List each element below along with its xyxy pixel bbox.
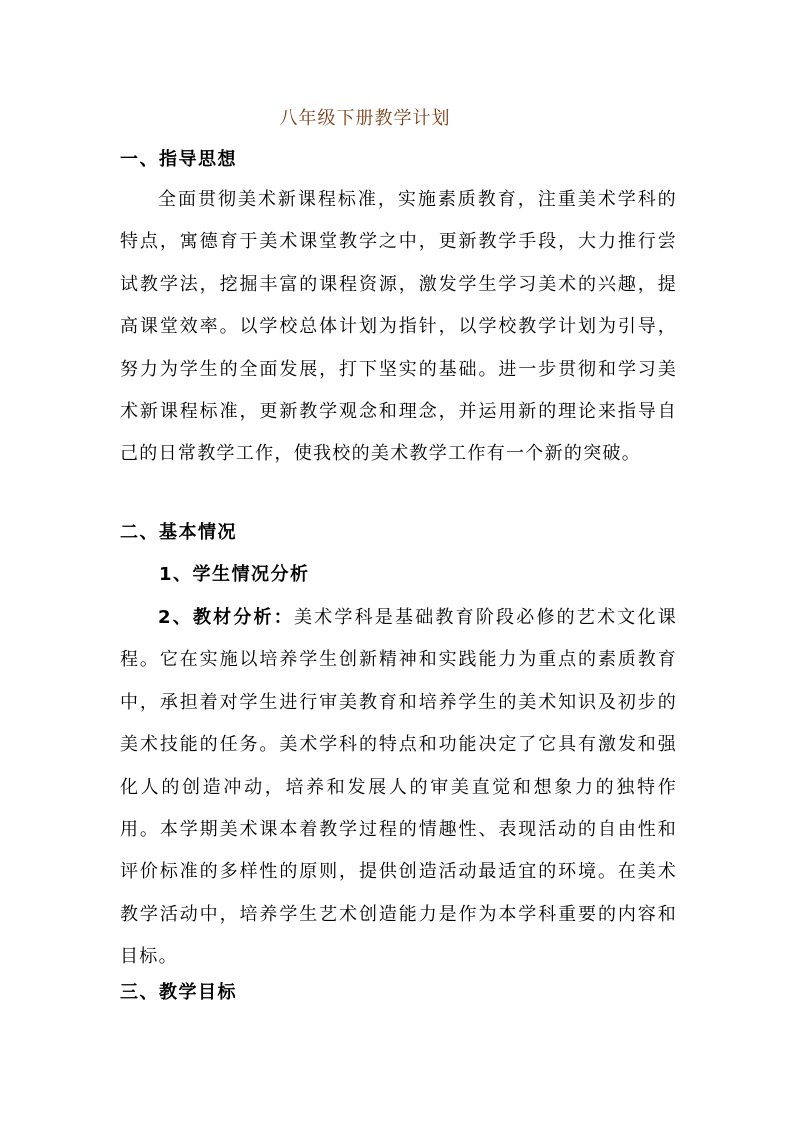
textbook-analysis-lead: 2、教材分析： bbox=[158, 607, 294, 628]
section-heading-basic-situation: 二、基本情况 bbox=[120, 522, 237, 543]
sub-heading-student-analysis: 1、学生情况分析 bbox=[159, 564, 310, 585]
section-heading-guiding-ideology: 一、指导思想 bbox=[120, 149, 237, 170]
guiding-ideology-paragraph: 全面贯彻美术新课程标准，实施素质教育，注重美术学科的特点，寓德育于美术课堂教学之中，更新教学手段，大力推行尝试教学法，挖掘丰富的课程资源，激发学生学习美术的兴趣，提高课堂效率。以学校总体计划为指针，以学校教学计划为引导，努力为学生的全面发展，打下坚实的基础。进一步贯彻和学习美术新课程标准，更新教学观念和理念，并运用新的理论来指导自己的日常教学工作，使我校的美术教学工作有一个新的突破。 bbox=[120, 189, 677, 465]
textbook-analysis-paragraph bbox=[120, 597, 677, 979]
textbook-analysis-text: 美术学科是基础教育阶段必修的艺术文化课程。它在实施以培养学生创新精神和实践能力为重点的素质教育中，承担着对学生进行审美教育和培养学生的美术知识及初步的美术技能的任务。美术学科的特点和功能决定了它具有激发和强化人的创造冲动，培养和发展人的审美直觉和想象力的独特作用。本学期美术课本着教学过程的情趣性、表现活动的自由性和评价标准的多样性的原则，提供创造活动最适宜的环境。在美术教学活动中，培养学生艺术创造能力是作为本学科重要的内容和目标。 bbox=[120, 607, 678, 968]
section-heading-teaching-goals: 三、教学目标 bbox=[120, 982, 237, 1003]
document-title: 八年级下册教学计划 bbox=[279, 108, 451, 129]
